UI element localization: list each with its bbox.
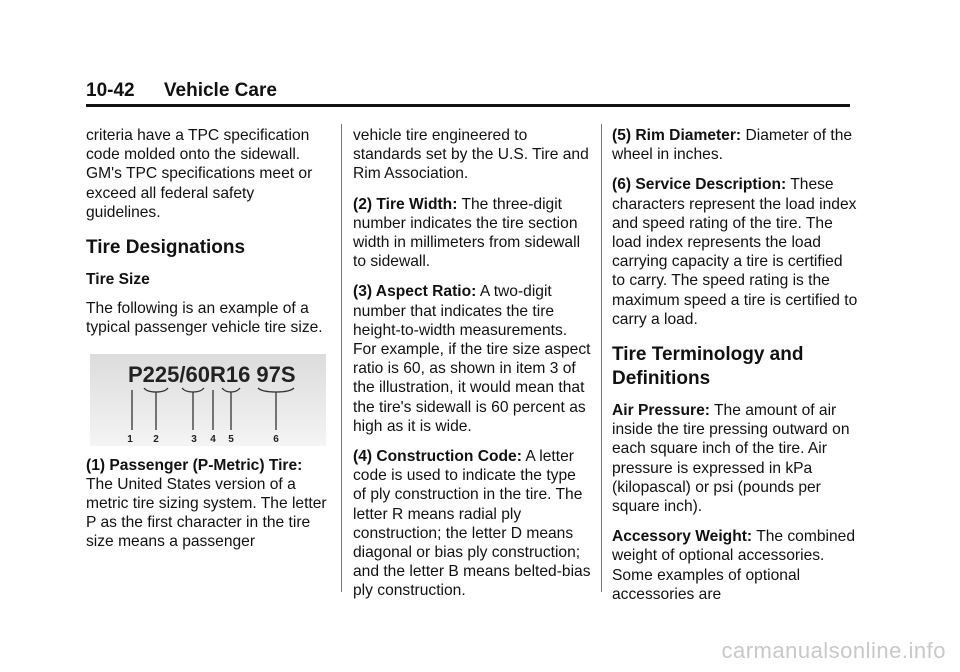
item-4-text: A letter code is used to indicate the type of ply construction in the tire. The letter R means radial ply construction; the letter D means diagonal or bias ply construction; and the letter B means belted-bias ply construction. <box>353 448 591 600</box>
item-6-text: These characters represent the load index and speed rating of the tire. The load index represents the load carrying capacity a tire is certified to carry. The speed rating is the maximum speed a tire is certified to carry a load. <box>612 176 858 328</box>
air-pressure-paragraph: Air Pressure: The amount of air inside the tire pressing outward on each square inch of the tire. Air pressure is expressed in kPa (kilopascal) or psi (pounds per square inch). <box>612 402 850 516</box>
example-paragraph: The following is an example of a typical passenger vehicle tire size. <box>86 300 323 337</box>
item-2-term: (2) Tire Width <box>353 195 453 213</box>
page-header <box>86 80 277 102</box>
subheading-tire-size: Tire Size <box>86 271 150 289</box>
watermark: carmanualsonline.info <box>721 638 946 663</box>
column-divider-1 <box>341 124 342 592</box>
item-3-term: (3) Aspect Ratio <box>353 283 472 301</box>
section-title: Vehicle Care <box>163 80 277 101</box>
item-6-paragraph: (6) Service Description: These characters represent the load index and speed rating of the tire. The load index represents the load carrying capacity a tire is certified to carry. The speed rating is the maximum speed a tire is certified to carry a load. <box>612 176 858 328</box>
callout-number-5: 5 <box>228 433 234 445</box>
header-rule <box>86 104 850 107</box>
intro-paragraph: criteria have a TPC specification code molded onto the sidewall. GM's TPC specifications meet or exceed all federal safety guidelines. <box>86 127 313 221</box>
continued-paragraph: vehicle tire engineered to standards set by the U.S. Tire and Rim Association. <box>353 127 589 183</box>
page-number: 10-42 <box>86 80 135 101</box>
tire-code-text: P225/60R16 97S <box>128 361 296 387</box>
item-3-paragraph: (3) Aspect Ratio: A two-digit number that indicates the tire height-to-width measurements. For example, if the tire size aspect ratio is 60, as shown in item 3 of the illustration, it would mean that the tire's sidewall is 60 percent as high as it is wide. <box>353 283 591 435</box>
item-4-paragraph: (4) Construction Code: A letter code is used to indicate the type of ply construction in the tire. The letter R means radial ply construction; the letter D means diagonal or bias ply construction; and the letter B means belted-bias ply construction. <box>353 448 591 600</box>
heading-tire-designations: Tire Designations <box>86 237 246 259</box>
item-6-term: (6) Service Description <box>612 176 781 194</box>
item-2-text: The three-digit number indicates the tire section width in millimeters from sidewall to sidewall. <box>353 195 581 271</box>
item-5-paragraph: (5) Rim Diameter: Diameter of the wheel in inches. <box>612 127 853 164</box>
heading-tire-terminology: Tire Terminology and Definitions <box>612 344 804 390</box>
column-1 <box>86 126 332 563</box>
air-pressure-term: Air Pressure <box>612 402 705 420</box>
item-5-term: (5) Rim Diameter <box>612 127 736 144</box>
item-1-text: The United States version of a metric tire sizing system. The letter P as the first character in the tire size means a passenger <box>86 475 327 551</box>
item-5-text: Diameter of the wheel in inches. <box>612 127 853 164</box>
column-2 <box>353 126 593 612</box>
callout-number-1: 1 <box>127 433 133 445</box>
item-1-term: (1) Passenger (P-Metric) Tire <box>86 456 298 474</box>
callout-number-4: 4 <box>210 433 216 445</box>
accessory-weight-paragraph: Accessory Weight: The combined weight of optional accessories. Some examples of optional accessories are <box>612 528 856 603</box>
tire-size-figure-svg <box>90 354 326 446</box>
item-3-text: A two-digit number that indicates the tire height-to-width measurements. For example, if the tire size aspect ratio is 60, as shown in item 3 of the illustration, it would mean that the tire's sidewall is 60 percent as high as it is wide. <box>353 283 591 435</box>
accessory-weight-term: Accessory Weight <box>612 528 747 546</box>
callout-number-2: 2 <box>153 433 159 445</box>
item-4-term: (4) Construction Code <box>353 448 517 466</box>
callout-number-3: 3 <box>191 433 197 445</box>
tire-size-illustration <box>90 354 326 446</box>
column-3 <box>612 126 858 615</box>
item-1-paragraph: (1) Passenger (P-Metric) Tire: The United States version of a metric tire sizing system. The letter P as the first character in the tire size means a passenger <box>86 456 327 551</box>
accessory-weight-text: The combined weight of optional accessories. Some examples of optional accessories are <box>612 528 856 603</box>
column-divider-2 <box>601 124 602 592</box>
callout-number-6: 6 <box>273 433 279 445</box>
item-2-paragraph: (2) Tire Width: The three-digit number indicates the tire section width in millimeters from sidewall to sidewall. <box>353 195 581 271</box>
air-pressure-text: The amount of air inside the tire pressing outward on each square inch of the tire. Air pressure is expressed in kPa (kilopascal) or psi (pounds per square inch). <box>612 402 850 516</box>
